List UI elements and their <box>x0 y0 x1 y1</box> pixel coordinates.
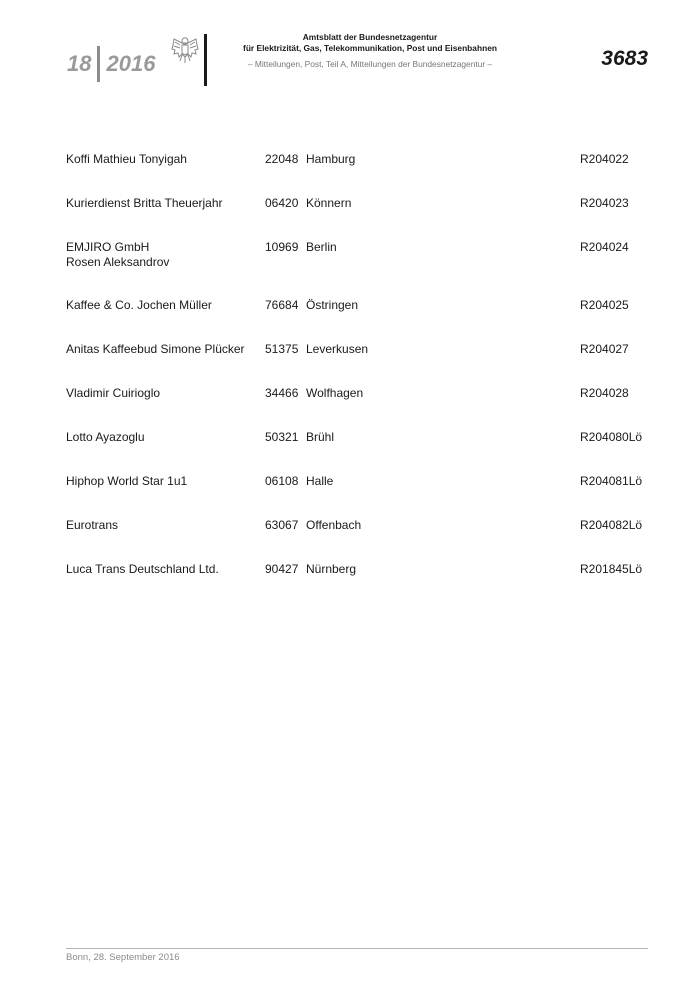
entry-postcode: 22048 <box>265 152 299 166</box>
entry-name: Eurotrans <box>66 518 119 532</box>
entries-list <box>0 152 700 606</box>
entry-postcode: 90427 <box>265 562 299 576</box>
issue-separator <box>97 46 100 82</box>
entry-postcode: 51375 <box>265 342 299 356</box>
entry-name: Lotto Ayazoglu <box>66 430 145 444</box>
entry-register-number: R204024 <box>580 240 629 254</box>
entry-city: Östringen <box>306 298 359 312</box>
entry-name: Luca Trans Deutschland Ltd. <box>66 562 219 576</box>
entry-city: Brühl <box>306 430 335 444</box>
entry-postcode: 76684 <box>265 298 299 312</box>
entry-postcode: 50321 <box>265 430 299 444</box>
entry-city: Berlin <box>306 240 337 254</box>
list-item <box>0 474 700 518</box>
list-item <box>0 196 700 240</box>
entry-name: Vladimir Cuirioglo <box>66 386 161 400</box>
entry-postcode: 34466 <box>265 386 299 400</box>
entry-register-number: R204081Lö <box>580 474 643 488</box>
list-item <box>0 386 700 430</box>
list-item <box>0 342 700 386</box>
page-number: 3683 <box>601 47 648 70</box>
entry-postcode: 06420 <box>265 196 299 210</box>
entry-name <box>66 240 256 270</box>
entry-name: Hiphop World Star 1u1 <box>66 474 188 488</box>
issue-number: 18 <box>67 51 92 76</box>
entry-postcode: 10969 <box>265 240 299 254</box>
journal-subtitle: – Mitteilungen, Post, Teil A, Mitteilungen der Bundesnetzagentur – <box>247 59 493 69</box>
entry-register-number: R204080Lö <box>580 430 643 444</box>
entry-name-line2: Rosen Aleksandrov <box>66 255 170 269</box>
issue-label <box>67 46 155 82</box>
entry-register-number: R204022 <box>580 152 629 166</box>
federal-eagle-icon <box>170 33 200 65</box>
entry-name-line1: EMJIRO GmbH <box>66 240 150 254</box>
entry-register-number: R204023 <box>580 196 629 210</box>
entry-city: Nürnberg <box>306 562 357 576</box>
entry-city: Wolfhagen <box>306 386 364 400</box>
entry-postcode: 06108 <box>265 474 299 488</box>
entry-city: Offenbach <box>306 518 362 532</box>
entry-city: Könnern <box>306 196 352 210</box>
footer-date: Bonn, 28. September 2016 <box>66 952 180 963</box>
entry-register-number: R204082Lö <box>580 518 643 532</box>
entry-register-number: R204025 <box>580 298 629 312</box>
journal-title <box>215 32 525 54</box>
entry-register-number: R204027 <box>580 342 629 356</box>
list-item <box>0 430 700 474</box>
list-item <box>0 152 700 196</box>
list-item <box>0 562 700 606</box>
header-rule <box>204 34 207 86</box>
list-item <box>0 240 700 298</box>
list-item <box>0 518 700 562</box>
footer-rule <box>66 948 648 949</box>
entry-postcode: 63067 <box>265 518 299 532</box>
entry-city: Hamburg <box>306 152 356 166</box>
entry-name: Kurierdienst Britta Theuerjahr <box>66 196 223 210</box>
entry-name: Koffi Mathieu Tonyigah <box>66 152 187 166</box>
issue-year: 2016 <box>106 51 156 76</box>
entry-city: Halle <box>306 474 334 488</box>
entry-register-number: R201845Lö <box>580 562 643 576</box>
journal-title-line2: für Elektrizität, Gas, Telekommunikation, Post und Eisenbahnen <box>243 43 497 53</box>
entry-name: Anitas Kaffeebud Simone Plücker <box>66 342 245 356</box>
journal-title-line1: Amtsblatt der Bundesnetzagentur <box>302 32 438 42</box>
entry-name: Kaffee & Co. Jochen Müller <box>66 298 212 312</box>
list-item <box>0 298 700 342</box>
entry-city: Leverkusen <box>306 342 369 356</box>
entry-register-number: R204028 <box>580 386 629 400</box>
